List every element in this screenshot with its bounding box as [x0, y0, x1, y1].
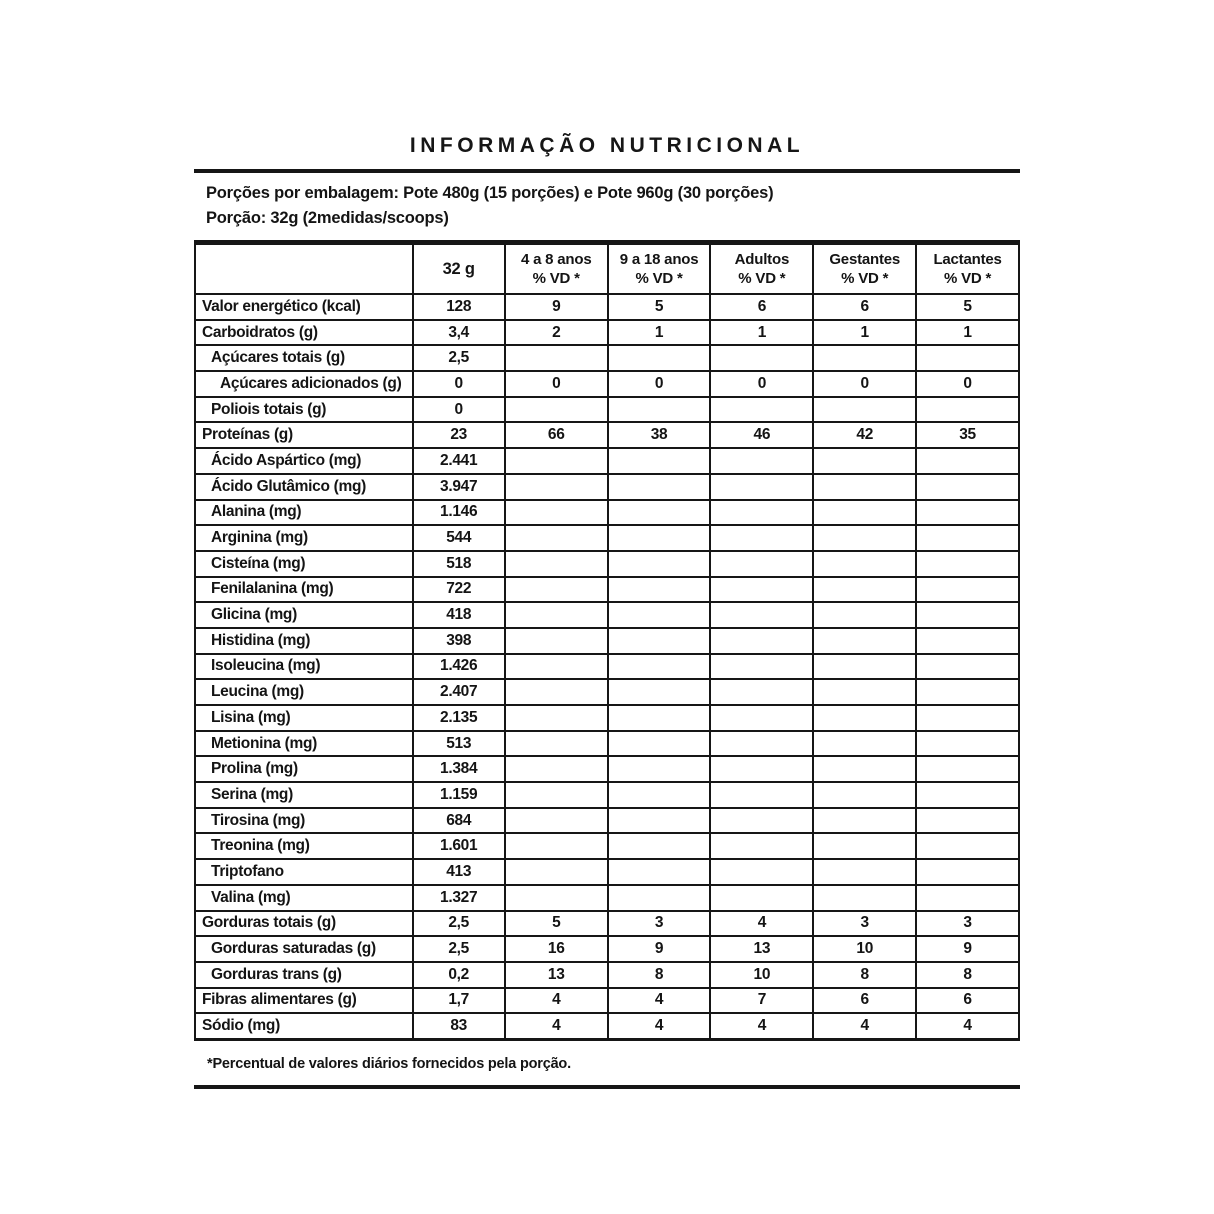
- table-row: [195, 833, 1019, 859]
- row-value: 0: [413, 371, 505, 397]
- table-row: [195, 654, 1019, 680]
- row-value: 4: [505, 1013, 608, 1039]
- row-value: [710, 679, 813, 705]
- row-value: 8: [916, 962, 1019, 988]
- row-label: Ácido Glutâmico (mg): [195, 474, 413, 500]
- header-line-top: Lactantes: [933, 251, 1002, 268]
- row-label: Proteínas (g): [195, 422, 413, 448]
- row-value: 1: [916, 320, 1019, 346]
- row-value: 35: [916, 422, 1019, 448]
- row-value: 128: [413, 294, 505, 320]
- row-value: 9: [505, 294, 608, 320]
- row-value: [608, 885, 711, 911]
- row-value: 9: [608, 936, 711, 962]
- row-label: Serina (mg): [195, 782, 413, 808]
- row-label: Sódio (mg): [195, 1013, 413, 1039]
- row-value: [813, 345, 916, 371]
- row-value: [813, 885, 916, 911]
- row-value: [505, 679, 608, 705]
- row-value: [505, 500, 608, 526]
- row-value: [710, 397, 813, 423]
- table-row: [195, 577, 1019, 603]
- row-label: Tirosina (mg): [195, 808, 413, 834]
- row-value: [608, 679, 711, 705]
- row-value: [608, 500, 711, 526]
- row-value: [505, 628, 608, 654]
- row-value: [710, 500, 813, 526]
- table-row: [195, 859, 1019, 885]
- nutrition-label: [194, 0, 1020, 1089]
- row-value: [813, 808, 916, 834]
- row-value: 0: [916, 371, 1019, 397]
- header-line-bottom: % VD *: [841, 270, 889, 287]
- row-value: [505, 577, 608, 603]
- row-value: [608, 654, 711, 680]
- table-row: [195, 500, 1019, 526]
- row-value: [710, 808, 813, 834]
- row-value: [710, 345, 813, 371]
- table-row: [195, 782, 1019, 808]
- row-value: 38: [608, 422, 711, 448]
- nutrition-table: [194, 240, 1020, 1041]
- row-value: 0: [413, 397, 505, 423]
- row-value: 544: [413, 525, 505, 551]
- row-value: 23: [413, 422, 505, 448]
- row-label: Fibras alimentares (g): [195, 988, 413, 1014]
- row-value: 398: [413, 628, 505, 654]
- row-value: [608, 345, 711, 371]
- table-row: [195, 911, 1019, 937]
- servings-per-package: Porções por embalagem: Pote 480g (15 porções) e Pote 960g (30 porções): [206, 184, 774, 202]
- table-row: [195, 679, 1019, 705]
- table-row: [195, 397, 1019, 423]
- row-value: 0: [608, 371, 711, 397]
- row-value: [710, 448, 813, 474]
- row-label: Valor energético (kcal): [195, 294, 413, 320]
- row-value: [608, 525, 711, 551]
- row-value: 5: [916, 294, 1019, 320]
- row-value: [505, 808, 608, 834]
- row-value: 4: [813, 1013, 916, 1039]
- row-value: [813, 833, 916, 859]
- row-value: 1.159: [413, 782, 505, 808]
- header-line-bottom: % VD *: [943, 270, 992, 287]
- row-value: [710, 602, 813, 628]
- table-row: [195, 731, 1019, 757]
- row-value: 684: [413, 808, 505, 834]
- header-line-top: Gestantes: [829, 251, 901, 268]
- row-value: [916, 679, 1019, 705]
- row-value: [505, 756, 608, 782]
- row-value: 413: [413, 859, 505, 885]
- table-row: [195, 705, 1019, 731]
- header-line-bottom: % VD *: [738, 270, 786, 287]
- row-value: [916, 577, 1019, 603]
- row-value: [916, 474, 1019, 500]
- row-value: [608, 577, 711, 603]
- row-value: 3: [813, 911, 916, 937]
- header-cell: [413, 243, 505, 295]
- daily-value-footnote: *Percentual de valores diários fornecidos pela porção.: [207, 1055, 571, 1072]
- row-value: [916, 731, 1019, 757]
- row-value: [608, 628, 711, 654]
- row-value: [505, 602, 608, 628]
- row-value: 722: [413, 577, 505, 603]
- row-value: 1.384: [413, 756, 505, 782]
- row-value: 2,5: [413, 911, 505, 937]
- row-value: [916, 654, 1019, 680]
- row-value: [813, 500, 916, 526]
- row-value: [505, 705, 608, 731]
- row-value: [916, 500, 1019, 526]
- row-value: [813, 654, 916, 680]
- row-value: 3,4: [413, 320, 505, 346]
- row-value: [505, 731, 608, 757]
- row-value: 5: [608, 294, 711, 320]
- row-value: [710, 474, 813, 500]
- row-value: [608, 808, 711, 834]
- row-label: Treonina (mg): [195, 833, 413, 859]
- row-label: Arginina (mg): [195, 525, 413, 551]
- row-label: Triptofano: [195, 859, 413, 885]
- row-value: 16: [505, 936, 608, 962]
- row-value: 4: [710, 911, 813, 937]
- row-value: [916, 397, 1019, 423]
- header-row: [195, 243, 1019, 295]
- row-value: 13: [505, 962, 608, 988]
- row-value: [710, 782, 813, 808]
- header-cell-empty: [195, 243, 413, 295]
- row-value: [710, 833, 813, 859]
- row-value: [813, 525, 916, 551]
- header-cell: [505, 243, 608, 295]
- row-value: [608, 448, 711, 474]
- row-value: [813, 628, 916, 654]
- row-value: [813, 448, 916, 474]
- row-value: [710, 628, 813, 654]
- header-cell: [813, 243, 916, 295]
- table-row: [195, 756, 1019, 782]
- row-value: 1.426: [413, 654, 505, 680]
- row-label: Glicina (mg): [195, 602, 413, 628]
- row-value: 2,5: [413, 936, 505, 962]
- row-value: 10: [710, 962, 813, 988]
- row-label: Carboidratos (g): [195, 320, 413, 346]
- row-value: [813, 474, 916, 500]
- row-value: [813, 731, 916, 757]
- row-value: 3: [916, 911, 1019, 937]
- row-value: [813, 577, 916, 603]
- header-line-top: Adultos: [734, 251, 790, 268]
- row-label: Leucina (mg): [195, 679, 413, 705]
- row-value: [813, 859, 916, 885]
- row-value: [710, 525, 813, 551]
- row-value: [916, 345, 1019, 371]
- row-value: 1,7: [413, 988, 505, 1014]
- row-value: 6: [813, 988, 916, 1014]
- serving-info: [194, 173, 1020, 240]
- row-value: [608, 705, 711, 731]
- row-value: 2.407: [413, 679, 505, 705]
- row-value: [813, 705, 916, 731]
- row-value: [813, 551, 916, 577]
- table-row: [195, 551, 1019, 577]
- row-value: [916, 833, 1019, 859]
- row-value: [916, 602, 1019, 628]
- row-value: [916, 756, 1019, 782]
- row-value: 13: [710, 936, 813, 962]
- row-label: Alanina (mg): [195, 500, 413, 526]
- row-value: 0: [710, 371, 813, 397]
- row-label: Poliois totais (g): [195, 397, 413, 423]
- row-value: 2,5: [413, 345, 505, 371]
- row-value: [916, 885, 1019, 911]
- row-value: [505, 448, 608, 474]
- row-value: 4: [916, 1013, 1019, 1039]
- row-value: 4: [505, 988, 608, 1014]
- row-value: 42: [813, 422, 916, 448]
- row-value: 4: [710, 1013, 813, 1039]
- header-cell: [916, 243, 1019, 295]
- header-line-top: 32 g: [442, 259, 475, 278]
- row-value: [813, 782, 916, 808]
- row-value: 6: [813, 294, 916, 320]
- row-value: [608, 474, 711, 500]
- row-label: Açúcares adicionados (g): [195, 371, 413, 397]
- table-row: [195, 422, 1019, 448]
- row-value: [813, 679, 916, 705]
- row-value: 1: [608, 320, 711, 346]
- row-value: 6: [916, 988, 1019, 1014]
- row-value: 2: [505, 320, 608, 346]
- row-value: 3: [608, 911, 711, 937]
- row-value: [505, 782, 608, 808]
- row-label: Gorduras totais (g): [195, 911, 413, 937]
- row-value: [916, 705, 1019, 731]
- row-value: 46: [710, 422, 813, 448]
- row-value: [916, 808, 1019, 834]
- row-value: 8: [813, 962, 916, 988]
- row-value: 4: [608, 1013, 711, 1039]
- row-value: [916, 782, 1019, 808]
- table-row: [195, 885, 1019, 911]
- row-value: [916, 448, 1019, 474]
- row-label: Fenilalanina (mg): [195, 577, 413, 603]
- row-value: 518: [413, 551, 505, 577]
- row-value: [710, 705, 813, 731]
- row-value: 0,2: [413, 962, 505, 988]
- row-value: 3.947: [413, 474, 505, 500]
- row-value: 83: [413, 1013, 505, 1039]
- table-row: [195, 525, 1019, 551]
- row-label: Gorduras saturadas (g): [195, 936, 413, 962]
- row-value: [505, 654, 608, 680]
- row-value: [710, 577, 813, 603]
- row-value: [505, 397, 608, 423]
- row-value: 0: [813, 371, 916, 397]
- row-value: 0: [505, 371, 608, 397]
- row-value: [710, 551, 813, 577]
- row-value: 6: [710, 294, 813, 320]
- row-label: Valina (mg): [195, 885, 413, 911]
- row-label: Isoleucina (mg): [195, 654, 413, 680]
- row-value: [608, 782, 711, 808]
- table-row: [195, 371, 1019, 397]
- row-value: 2.441: [413, 448, 505, 474]
- table-row: [195, 808, 1019, 834]
- serving-size: Porção: 32g (2medidas/scoops): [206, 209, 449, 227]
- table-row: [195, 474, 1019, 500]
- table-row: [195, 320, 1019, 346]
- row-value: [813, 602, 916, 628]
- row-value: [608, 859, 711, 885]
- row-value: [505, 885, 608, 911]
- header-line-bottom: % VD *: [635, 270, 683, 287]
- row-value: 10: [813, 936, 916, 962]
- table-row: [195, 294, 1019, 320]
- table-row: [195, 628, 1019, 654]
- row-value: 4: [608, 988, 711, 1014]
- row-value: 5: [505, 911, 608, 937]
- row-value: [813, 397, 916, 423]
- row-value: [710, 731, 813, 757]
- row-value: [916, 859, 1019, 885]
- row-value: [608, 397, 711, 423]
- row-value: [608, 602, 711, 628]
- row-value: [710, 859, 813, 885]
- row-label: Metionina (mg): [195, 731, 413, 757]
- row-label: Cisteína (mg): [195, 551, 413, 577]
- row-value: [608, 551, 711, 577]
- row-value: [608, 756, 711, 782]
- page-title: INFORMAÇÃO NUTRICIONAL: [409, 134, 805, 157]
- row-value: 7: [710, 988, 813, 1014]
- row-value: 1.146: [413, 500, 505, 526]
- row-value: 1: [813, 320, 916, 346]
- header-cell: [608, 243, 711, 295]
- row-value: [505, 345, 608, 371]
- row-value: [710, 654, 813, 680]
- row-value: [813, 756, 916, 782]
- bottom-divider: [194, 1085, 1020, 1089]
- row-value: [916, 525, 1019, 551]
- table-row: [195, 602, 1019, 628]
- header-line-top: 4 a 8 anos: [520, 251, 592, 268]
- row-label: Açúcares totais (g): [195, 345, 413, 371]
- row-value: 513: [413, 731, 505, 757]
- row-label: Lisina (mg): [195, 705, 413, 731]
- table-row: [195, 936, 1019, 962]
- table-row: [195, 345, 1019, 371]
- row-value: [710, 756, 813, 782]
- row-value: [916, 628, 1019, 654]
- row-value: 9: [916, 936, 1019, 962]
- row-value: [505, 859, 608, 885]
- row-label: Histidina (mg): [195, 628, 413, 654]
- header-cell: [710, 243, 813, 295]
- row-value: 8: [608, 962, 711, 988]
- row-value: [608, 731, 711, 757]
- row-label: Ácido Aspártico (mg): [195, 448, 413, 474]
- table-row: [195, 448, 1019, 474]
- row-label: Gorduras trans (g): [195, 962, 413, 988]
- row-value: 418: [413, 602, 505, 628]
- row-value: [505, 474, 608, 500]
- row-value: [916, 551, 1019, 577]
- row-value: 1.327: [413, 885, 505, 911]
- row-value: [505, 525, 608, 551]
- row-value: [710, 885, 813, 911]
- row-value: 1: [710, 320, 813, 346]
- row-value: [505, 551, 608, 577]
- header-line-top: 9 a 18 anos: [619, 251, 699, 268]
- row-value: [505, 833, 608, 859]
- nutrition-table-body: [195, 294, 1019, 1039]
- row-value: 66: [505, 422, 608, 448]
- row-value: [608, 833, 711, 859]
- table-row: [195, 988, 1019, 1014]
- table-row: [195, 1013, 1019, 1039]
- table-row: [195, 962, 1019, 988]
- row-value: 1.601: [413, 833, 505, 859]
- row-label: Prolina (mg): [195, 756, 413, 782]
- row-value: 2.135: [413, 705, 505, 731]
- header-line-bottom: % VD *: [532, 270, 580, 287]
